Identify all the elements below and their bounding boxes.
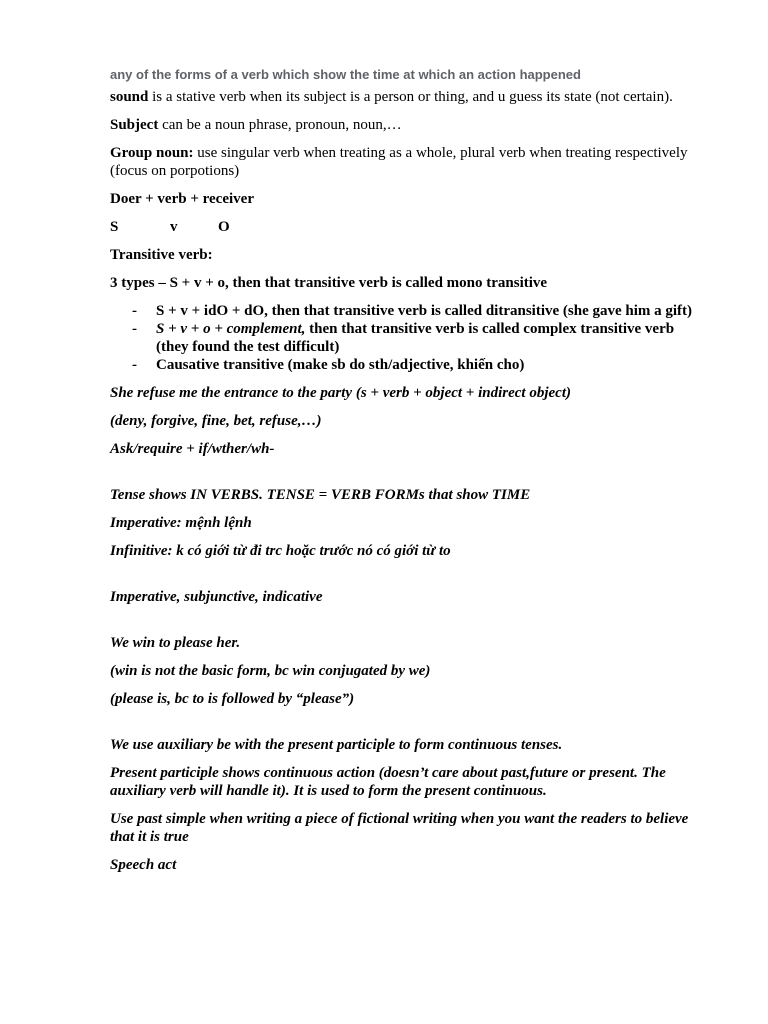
deny-line: (deny, forgive, fine, bet, refuse,…) [110,413,322,429]
group-noun-text: use singular verb when treating as a whole, plural verb when treating respectively (focus on porpotions) [110,145,688,179]
infinitive-line: Infinitive: k có giới từ đi trc hoặc trước nó có giới từ to [110,543,451,559]
doer-line: Doer + verb + receiver [110,191,254,207]
sound-term: sound [110,89,149,105]
svo-verb: v [170,219,178,235]
blank-line [110,458,710,476]
subject-term: Subject [110,117,159,133]
tense-line: Tense shows IN VERBS. TENSE = VERB FORMs that show TIME [110,487,531,503]
moods-line: Imperative, subjunctive, indicative [110,589,323,605]
speech-act-line: Speech act [110,857,177,873]
auxiliary-line: We use auxiliary be with the present participle to form continuous tenses. [110,737,563,753]
participle-paragraph: Present participle shows continuous action (doesn’t care about past,future or present. The auxiliary verb will handle it). It is used to form the present continuous. [110,765,666,799]
group-noun-term: Group noun: [110,145,194,161]
blank-line [110,708,710,726]
definition-subtitle: any of the forms of a verb which show the time at which an action happened [110,67,581,82]
ask-line: Ask/require + if/wther/wh- [110,441,275,457]
sound-paragraph [110,88,710,106]
transitive-heading: Transitive verb: [110,247,213,263]
win-line: We win to please her. [110,635,241,651]
svo-line [110,218,710,236]
win-note-line: (win is not the basic form, bc win conjugated by we) [110,663,431,679]
past-simple-paragraph: Use past simple when writing a piece of fictional writing when you want the readers to believe that it is true [110,811,689,845]
sound-text: is a stative verb when its subject is a person or thing, and u guess its state (not certain). [148,89,673,105]
list-item [110,302,710,320]
causative-text: Causative transitive (make sb do sth/adjective, khiến cho) [156,357,525,373]
list-item [110,320,710,356]
blank-line [110,606,710,624]
svo-subject: S [110,219,119,235]
document-page [110,66,710,874]
subject-text: can be a noun phrase, pronoun, noun,… [158,117,402,133]
complement-italic: S + v + o + complement, [156,321,306,337]
please-note-line: (please is, bc to is followed by “please”) [110,691,355,707]
ditransitive-text: S + v + idO + dO, then that transitive verb is called ditransitive (she gave him a gift) [156,303,693,319]
types-line: 3 types – S + v + o, then that transitive verb is called mono transitive [110,275,548,291]
list-item [110,356,710,374]
imperative-line: Imperative: mệnh lệnh [110,515,252,531]
blank-line [110,560,710,578]
group-noun-paragraph [110,144,710,180]
svo-object: O [218,219,230,235]
subject-paragraph [110,116,710,134]
complex-transitive-text: then that transitive verb is called complex transitive verb (they found the test difficult) [156,321,675,355]
refuse-line: She refuse me the entrance to the party (s + verb + object + indirect object) [110,385,571,401]
transitive-types-list [110,302,710,374]
